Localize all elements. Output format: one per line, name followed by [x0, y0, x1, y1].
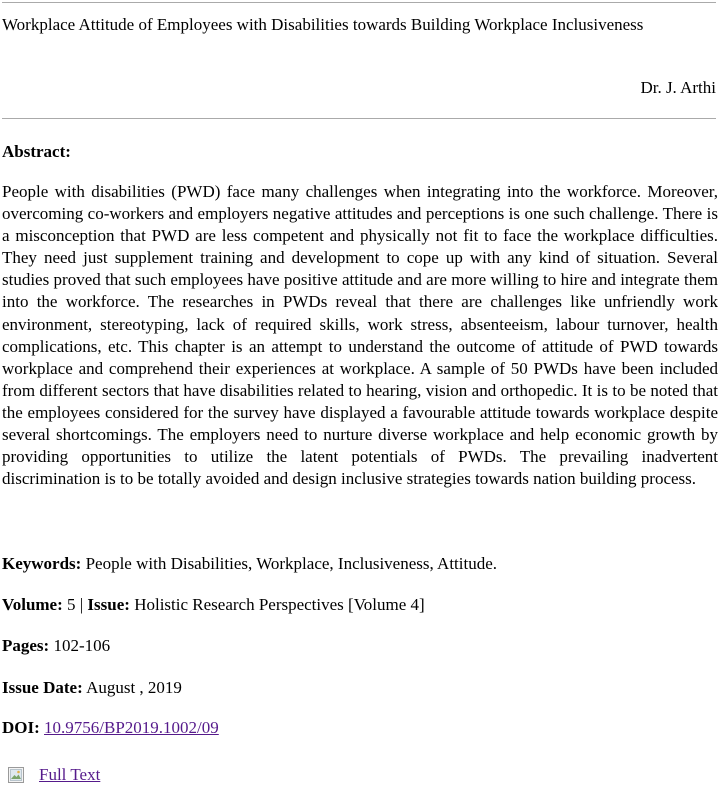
- header-divider: [2, 118, 716, 119]
- keywords-row: [2, 553, 718, 575]
- article-title: Workplace Attitude of Employees with Disabilities towards Building Workplace Inclusiveness: [2, 15, 644, 34]
- doi-label: DOI:: [2, 718, 40, 737]
- keywords-value: People with Disabilities, Workplace, Inclusiveness, Attitude.: [85, 554, 498, 573]
- issue-date-label: Issue Date:: [2, 678, 83, 697]
- volume-value: 5: [67, 595, 76, 614]
- full-text-link[interactable]: Full Text: [39, 765, 101, 784]
- doi-row: [2, 717, 718, 739]
- volume-issue-row: [2, 594, 718, 616]
- pages-value: 102-106: [53, 636, 111, 655]
- volume-issue-separator: |: [79, 595, 84, 614]
- full-text-row: [2, 764, 718, 786]
- doi-link[interactable]: 10.9756/BP2019.1002/09: [44, 718, 219, 737]
- broken-image-icon[interactable]: [8, 767, 24, 783]
- issue-value: Holistic Research Perspectives [Volume 4]: [134, 595, 425, 614]
- keywords-label: Keywords:: [2, 554, 82, 573]
- abstract-heading: Abstract:: [2, 142, 71, 161]
- abstract-text: People with disabilities (PWD) face many challenges when integrating into the workforce. Moreover, overcoming co-workers and employers negative attitudes and perceptions is one such challenge. There is a misconception that PWD are less competent and physically not fit to face the workplace difficulties. They need just supplement training and development to cope up with any kind of situation. Several studies proved that such employees have positive attitude and are more willing to hire and integrate them into the workforce. The researches in PWDs reveal that there are challenges like unfriendly work environment, stereotyping, lack of required skills, work stress, absenteeism, labour turnover, health complications, etc. This chapter is an attempt to understand the outcome of attitude of PWD towards workplace and comprehend their experiences at workplace. A sample of 50 PWDs have been included from different sectors that have disabilities related to hearing, vision and orthopedic. It is to be noted that the employees considered for the survey have displayed a favourable attitude towards workplace despite several shortcomings. The employers need to nurture diverse workplace and help economic growth by providing opportunities to utilize the latent potentials of PWDs. The prevailing inadvertent discrimination is to be totally avoided and design inclusive strategies towards nation building process.: [2, 182, 718, 489]
- volume-label: Volume:: [2, 595, 63, 614]
- issue-label: Issue:: [87, 595, 130, 614]
- issue-date-value: August , 2019: [86, 678, 182, 697]
- issue-date-row: [2, 677, 718, 699]
- top-divider: [2, 2, 716, 3]
- pages-row: [2, 635, 718, 657]
- article-author: Dr. J. Arthi: [640, 78, 716, 97]
- pages-label: Pages:: [2, 636, 50, 655]
